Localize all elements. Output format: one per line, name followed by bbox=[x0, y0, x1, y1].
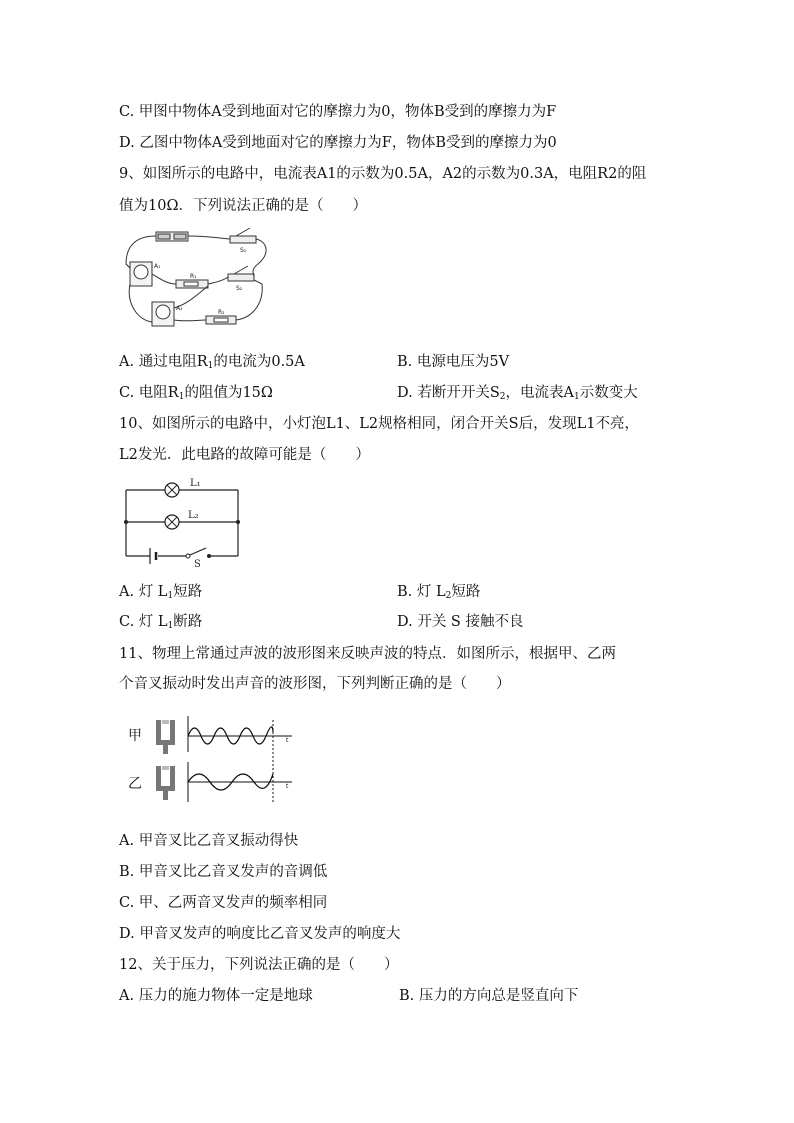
label-l2: L₂ bbox=[188, 510, 199, 521]
svg-text:t: t bbox=[286, 737, 289, 744]
label-s1: S₁ bbox=[240, 247, 247, 254]
label-a2: A₂ bbox=[176, 305, 183, 312]
waveform-jia bbox=[188, 727, 273, 744]
label-s2: S₂ bbox=[236, 285, 243, 292]
q10-option-d: D. 开关 S 接触不良 bbox=[397, 614, 524, 630]
label-r2: R₂ bbox=[218, 309, 225, 316]
switch-s-icon bbox=[186, 548, 211, 558]
switch-s1-icon bbox=[230, 236, 256, 243]
q9-stem-line1: 9、如图所示的电路中，电流表A1的示数为0.5A，A2的示数为0.3A，电阻R2的阻 bbox=[119, 166, 647, 182]
battery-icon bbox=[150, 548, 156, 564]
q12-option-a: A. 压力的施力物体一定是地球 bbox=[119, 988, 313, 1004]
q9-option-c: C. 电阻$R_1$的阻值为15Ω bbox=[119, 385, 273, 402]
q8-option-d: D. 乙图中物体A受到地面对它的摩擦力为F，物体B受到的摩擦力为0 bbox=[119, 135, 557, 151]
label-r1: R₁ bbox=[190, 273, 197, 280]
tuning-fork-icon bbox=[156, 720, 175, 754]
q9-option-b: B. 电源电压为5V bbox=[397, 354, 510, 370]
q10-option-c: C. 灯 $L_1$断路 bbox=[119, 614, 203, 631]
q9-option-d: D. 若断开开关$S_2$，电流表$A_1$示数变大 bbox=[397, 385, 638, 402]
q12-stem: 12、关于压力，下列说法正确的是（ ） bbox=[119, 957, 399, 973]
q11-option-c: C. 甲、乙两音叉发声的频率相同 bbox=[119, 895, 328, 911]
lamp-l1-icon bbox=[165, 483, 179, 497]
q11-stem-line1: 11、物理上常通过声波的波形图来反映声波的特点．如图所示，根据甲、乙两 bbox=[119, 646, 616, 662]
q10-circuit-diagram bbox=[122, 476, 242, 568]
label-s: S bbox=[194, 559, 201, 568]
label-yi: 乙 bbox=[128, 776, 142, 792]
q10-option-a: A. 灯 $L_1$短路 bbox=[119, 584, 203, 601]
switch-s2-icon bbox=[228, 274, 254, 281]
q9-circuit-diagram bbox=[118, 224, 278, 340]
q11-stem-line2: 个音叉振动时发出声音的波形图，下列判断正确的是（ ） bbox=[119, 676, 511, 692]
svg-text:t: t bbox=[286, 783, 289, 790]
label-l1: L₁ bbox=[190, 478, 201, 489]
q10-option-b: B. 灯 $L_2$短路 bbox=[397, 584, 481, 601]
q12-option-b: B. 压力的方向总是竖直向下 bbox=[399, 988, 579, 1004]
q8-option-c: C. 甲图中物体A受到地面对它的摩擦力为0，物体B受到的摩擦力为F bbox=[119, 104, 557, 120]
q9-stem-line2: 值为10Ω．下列说法正确的是（ ） bbox=[119, 198, 367, 214]
q9-option-a: A. 通过电阻$R_1$的电流为0.5A bbox=[119, 354, 305, 371]
q11-option-a: A. 甲音叉比乙音叉振动得快 bbox=[119, 833, 299, 849]
lamp-l2-icon bbox=[165, 515, 179, 529]
q10-stem-line2: L2发光．此电路的故障可能是（ ） bbox=[119, 447, 370, 463]
q11-waveform-diagram bbox=[126, 712, 302, 808]
tuning-fork-icon bbox=[156, 766, 175, 800]
label-jia: 甲 bbox=[128, 728, 142, 744]
q10-stem-line1: 10、如图所示的电路中，小灯泡L1、L2规格相同，闭合开关S后，发现L1不亮， bbox=[119, 416, 639, 432]
q11-option-d: D. 甲音叉发声的响度比乙音叉发声的响度大 bbox=[119, 926, 401, 942]
label-a1: A₁ bbox=[154, 263, 161, 270]
q11-option-b: B. 甲音叉比乙音叉发声的音调低 bbox=[119, 864, 328, 880]
